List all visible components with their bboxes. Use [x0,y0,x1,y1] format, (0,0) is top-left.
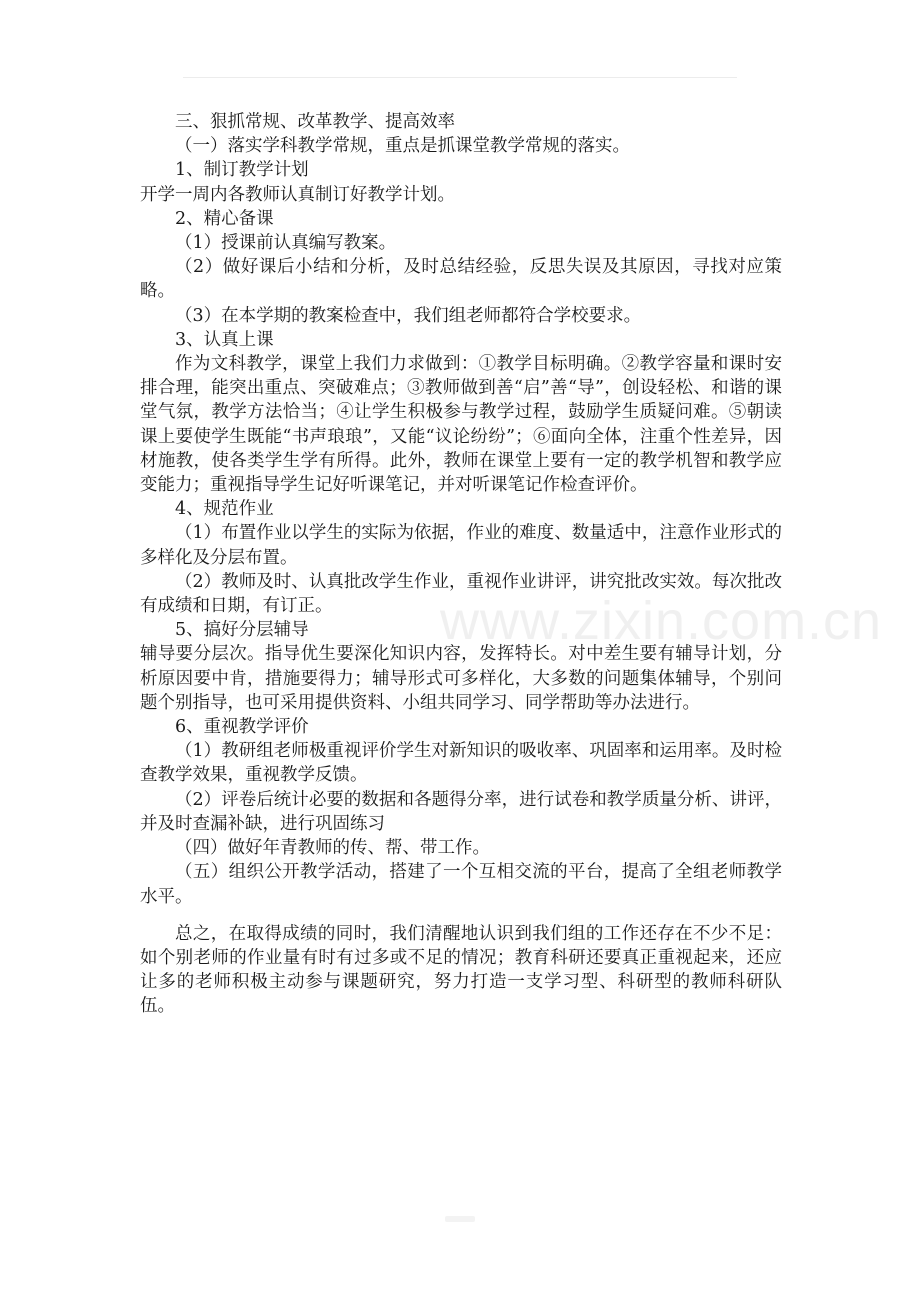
paragraph: （1）教研组老师极重视评价学生对新知识的吸收率、巩固率和运用率。及时检查教学效果，重视教学反馈。 [140,741,782,786]
subsection-heading: （五）组织公开教学活动，搭建了一个互相交流的平台，提高了全组老师教学水平。 [140,862,782,907]
paragraph: （2）评卷后统计必要的数据和各题得分率，进行试卷和教学质量分析、讲评，并及时查漏补缺，进行巩固练习 [140,789,782,834]
header-rule [183,77,737,78]
subsection-heading: （四）做好年青教师的传、帮、带工作。 [175,838,490,859]
paragraph: 辅导要分层次。指导优生要深化知识内容，发挥特长。对中差生要有辅导计划，分析原因要中肯，措施要得力；辅导形式可多样化，大多数的问题集体辅导，个别问题个别指导，也可采用提供资料、小组共同学习、同学帮助等办法进行。 [140,644,782,713]
item-heading: 6、重视教学评价 [175,717,309,738]
item-heading: 3、认真上课 [175,329,274,350]
conclusion-paragraph: 总之，在取得成绩的同时，我们清醒地认识到我们组的工作还存在不少不足：如个别老师的作业量有时有过多或不足的情况；教育科研还要真正重视起来，还应让多的老师积极主动参与课题研究，努力打造一支学习型、科研型的教师科研队伍。 [140,923,782,1017]
document-body [140,110,782,1019]
footer-mark [445,1216,475,1222]
section-heading: 三、狠抓常规、改革教学、提高效率 [175,112,455,132]
subsection-heading: （一）落实学科教学常规，重点是抓课堂教学常规的落实。 [175,136,630,157]
watermark-text: www.zixin.com.cn [440,591,883,651]
paragraph: （2）做好课后小结和分析，及时总结经验，反思失误及其原因，寻找对应策略。 [140,257,782,302]
item-heading: 4、规范作业 [175,499,274,520]
paragraph: （1）布置作业以学生的实际为依据，作业的难度、数量适中，注意作业形式的多样化及分层布置。 [140,523,782,568]
item-heading: 1、制订教学计划 [175,160,309,181]
item-heading: 5、搞好分层辅导 [175,620,309,641]
paragraph: 开学一周内各教师认真制订好教学计划。 [140,184,455,205]
paragraph: （2）教师及时、认真批改学生作业，重视作业讲评，讲究批改实效。每次批改有成绩和日期，有订正。 [140,571,782,617]
paragraph: （1）授课前认真编写教案。 [175,233,397,254]
paragraph: （3）在本学期的教案检查中，我们组老师都符合学校要求。 [175,305,642,326]
paragraph: 作为文科教学，课堂上我们力求做到：①教学目标明确。②教学容量和课时安排合理，能突出重点、突破难点；③教师做到善“启”善“导”，创设轻松、和谐的课堂气氛，教学方法恰当；④让学生积极参与教学过程，鼓励学生质疑问难。⑤朝读课上要使学生既能“书声琅琅”，又能“议论纷纷”；⑥面向全体，注重个性差异，因材施教，使各类学生学有所得。此外，教师在课堂上要有一定的教学机智和教学应变能力；重视指导学生记好听课笔记，并对听课笔记作检查评价。 [140,354,782,496]
item-heading: 2、精心备课 [175,208,274,229]
